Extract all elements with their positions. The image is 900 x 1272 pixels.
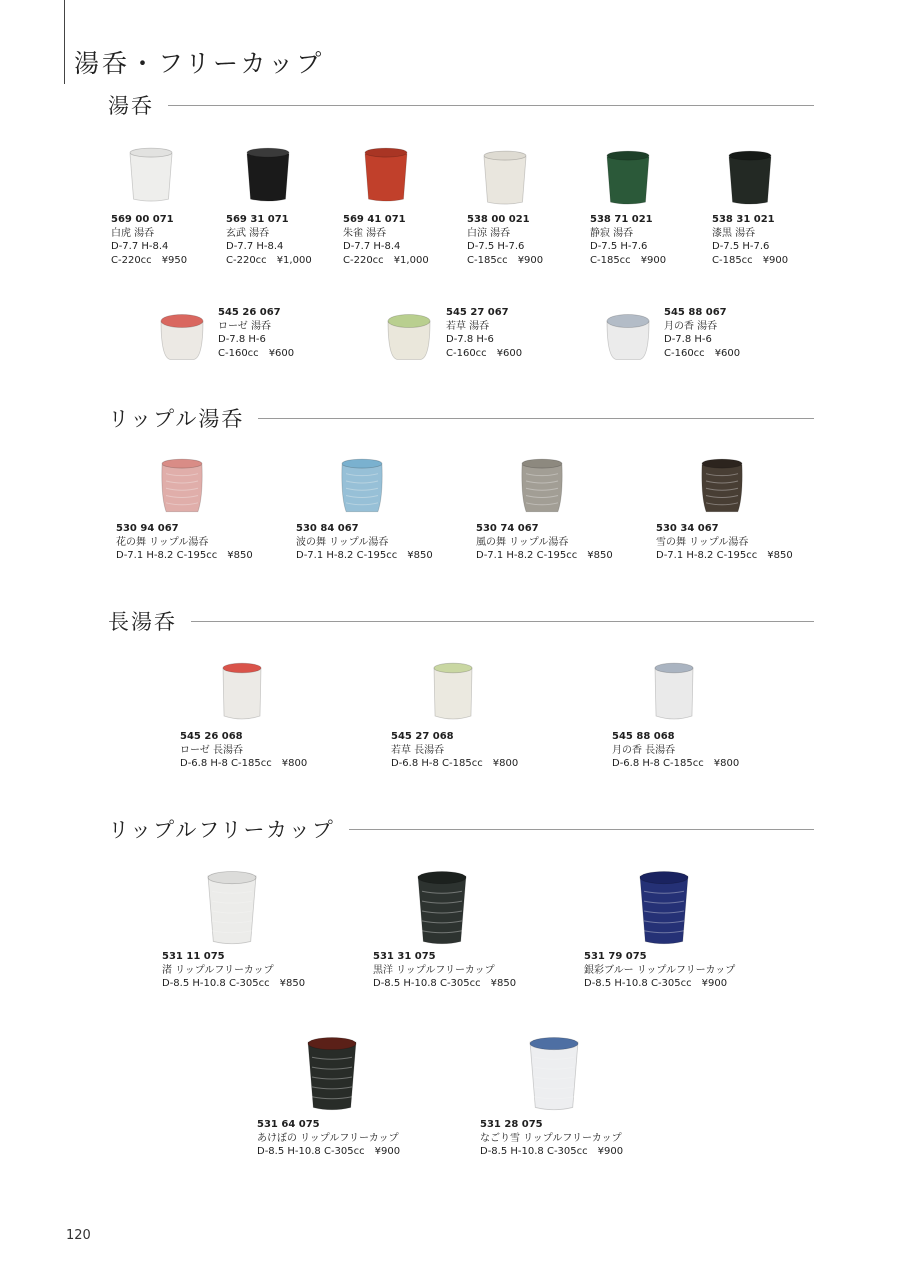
- product-capacity: C-185cc: [590, 254, 631, 266]
- product-capacity: C-220cc: [111, 254, 152, 266]
- product-spec-price-line: [480, 1145, 623, 1159]
- product-code: 569 41 071: [343, 214, 406, 225]
- product-price: ¥850: [587, 550, 613, 562]
- page-title: 湯呑・フリーカップ: [74, 49, 325, 78]
- product-info: [257, 1118, 400, 1159]
- product-info: [226, 213, 312, 267]
- product-spec: D-7.1 H-8.2 C-195cc: [656, 550, 758, 562]
- product-spec: D-6.8 H-8 C-185cc: [391, 758, 483, 770]
- product-name: 若草 湯呑: [446, 320, 490, 332]
- product-capacity: C-160cc: [446, 347, 487, 359]
- product-info: [590, 213, 666, 267]
- product-capacity-price-line: [467, 254, 543, 268]
- section-heading-long-yunomi: [108, 606, 814, 636]
- product-code: 530 94 067: [116, 523, 179, 534]
- product-size: D-7.5 H-7.6: [712, 241, 770, 253]
- product-info: [712, 213, 788, 267]
- bowl-cup-icon: [605, 311, 651, 361]
- free-cup-icon: [306, 1036, 358, 1112]
- cup-icon: [363, 147, 409, 203]
- product-name: 月の香 湯呑: [664, 320, 718, 332]
- product-code: 538 71 021: [590, 214, 653, 225]
- product-capacity: C-185cc: [712, 254, 753, 266]
- product-spec: D-8.5 H-10.8 C-305cc: [373, 978, 481, 990]
- free-cup-icon: [528, 1036, 580, 1112]
- ripple-cup-icon: [160, 458, 204, 514]
- product-capacity-price-line: [712, 254, 788, 268]
- section-title: リップルフリーカップ: [108, 818, 335, 842]
- bowl-cup-icon: [386, 311, 432, 361]
- ripple-cup-icon: [700, 458, 744, 514]
- product-size: D-7.7 H-8.4: [343, 241, 401, 253]
- product-code: 538 31 021: [712, 214, 775, 225]
- product-code: 531 11 075: [162, 951, 225, 962]
- product-size: D-7.8 H-6: [446, 334, 494, 346]
- product-name: ローゼ 長湯呑: [180, 744, 243, 756]
- product-info: [446, 306, 522, 360]
- product-code: 545 88 067: [664, 307, 727, 318]
- section-divider: [258, 418, 814, 419]
- product-capacity: C-160cc: [218, 347, 259, 359]
- cup-icon: [128, 147, 174, 203]
- product-price: ¥800: [713, 758, 740, 770]
- product-info: [180, 730, 307, 771]
- product-info: [476, 522, 613, 563]
- product-spec-price-line: [257, 1145, 400, 1159]
- product-info: [373, 950, 516, 991]
- product-name: あけぼの リップルフリーカップ: [257, 1132, 399, 1144]
- product-spec: D-6.8 H-8 C-185cc: [612, 758, 704, 770]
- product-size: D-7.5 H-7.6: [467, 241, 525, 253]
- bowl-cup-icon: [159, 311, 205, 361]
- product-price: ¥600: [496, 347, 523, 359]
- product-spec: D-7.1 H-8.2 C-195cc: [476, 550, 578, 562]
- product-name: 風の舞 リップル湯呑: [476, 536, 569, 548]
- product-code: 569 31 071: [226, 214, 289, 225]
- cup-icon: [245, 147, 291, 203]
- section-heading-yunomi: [108, 90, 814, 120]
- section-divider: [349, 829, 814, 830]
- product-name: なごり雪 リップルフリーカップ: [480, 1132, 622, 1144]
- product-info: [391, 730, 518, 771]
- product-capacity-price-line: [218, 347, 294, 361]
- product-capacity-price-line: [590, 254, 666, 268]
- product-price: ¥900: [374, 1146, 401, 1158]
- product-name: 玄武 湯呑: [226, 227, 270, 239]
- product-price: ¥850: [767, 550, 793, 562]
- product-info: [111, 213, 187, 267]
- product-spec: D-7.1 H-8.2 C-195cc: [116, 550, 218, 562]
- product-price: ¥1,000: [393, 254, 429, 266]
- product-price: ¥900: [597, 1146, 624, 1158]
- section-title: 湯呑: [108, 94, 154, 118]
- product-info: [584, 950, 735, 991]
- product-spec-price-line: [180, 757, 307, 771]
- product-name: 白涼 湯呑: [467, 227, 511, 239]
- product-code: 569 00 071: [111, 214, 174, 225]
- product-code: 545 26 067: [218, 307, 281, 318]
- product-spec-price-line: [373, 977, 516, 991]
- product-code: 545 26 068: [180, 731, 243, 742]
- section-title: リップル湯呑: [108, 407, 245, 431]
- product-capacity: C-220cc: [226, 254, 267, 266]
- product-info: [664, 306, 740, 360]
- product-capacity: C-185cc: [467, 254, 508, 266]
- section-heading-ripple-yunomi: [108, 403, 814, 433]
- product-spec: D-8.5 H-10.8 C-305cc: [162, 978, 270, 990]
- product-price: ¥600: [268, 347, 295, 359]
- cup-icon: [605, 150, 651, 206]
- product-code: 545 88 068: [612, 731, 675, 742]
- ripple-cup-icon: [340, 458, 384, 514]
- product-info: [467, 213, 543, 267]
- product-capacity: C-160cc: [664, 347, 705, 359]
- section-heading-ripple-freecup: [108, 814, 814, 844]
- product-spec: D-8.5 H-10.8 C-305cc: [584, 978, 692, 990]
- product-price: ¥900: [762, 254, 789, 266]
- product-info: [296, 522, 433, 563]
- product-spec-price-line: [476, 549, 613, 563]
- product-name: 若草 長湯呑: [391, 744, 445, 756]
- product-price: ¥600: [714, 347, 741, 359]
- product-code: 530 74 067: [476, 523, 539, 534]
- product-name: 波の舞 リップル湯呑: [296, 536, 389, 548]
- product-code: 531 31 075: [373, 951, 436, 962]
- product-size: D-7.7 H-8.4: [111, 241, 169, 253]
- product-spec-price-line: [612, 757, 739, 771]
- product-size: D-7.5 H-7.6: [590, 241, 648, 253]
- product-capacity-price-line: [111, 254, 187, 268]
- tall-cup-icon: [221, 662, 263, 722]
- free-cup-icon: [206, 870, 258, 946]
- tall-cup-icon: [653, 662, 695, 722]
- product-code: 531 28 075: [480, 1119, 543, 1130]
- product-code: 538 00 021: [467, 214, 530, 225]
- product-name: 白虎 湯呑: [111, 227, 155, 239]
- product-price: ¥850: [279, 978, 306, 990]
- product-name: 月の香 長湯呑: [612, 744, 676, 756]
- product-name: 銀彩ブルー リップルフリーカップ: [584, 964, 736, 976]
- product-capacity-price-line: [226, 254, 312, 268]
- product-size: D-7.8 H-6: [664, 334, 712, 346]
- product-price: ¥900: [640, 254, 667, 266]
- product-spec: D-7.1 H-8.2 C-195cc: [296, 550, 398, 562]
- product-name: 黒洋 リップルフリーカップ: [373, 964, 495, 976]
- product-name: 花の舞 リップル湯呑: [116, 536, 209, 548]
- cup-icon: [482, 150, 528, 206]
- product-name: 雪の舞 リップル湯呑: [656, 536, 749, 548]
- tall-cup-icon: [432, 662, 474, 722]
- product-code: 530 34 067: [656, 523, 719, 534]
- product-spec: D-8.5 H-10.8 C-305cc: [480, 1146, 588, 1158]
- product-price: ¥850: [227, 550, 253, 562]
- ripple-cup-icon: [520, 458, 564, 514]
- product-price: ¥800: [281, 758, 308, 770]
- page-number: 120: [66, 1228, 91, 1243]
- product-spec: D-6.8 H-8 C-185cc: [180, 758, 272, 770]
- product-code: 531 79 075: [584, 951, 647, 962]
- product-capacity: C-220cc: [343, 254, 384, 266]
- product-price: ¥850: [407, 550, 433, 562]
- product-name: 渚 リップルフリーカップ: [162, 964, 274, 976]
- product-info: [612, 730, 739, 771]
- cup-icon: [727, 150, 773, 206]
- product-name: ローゼ 湯呑: [218, 320, 271, 332]
- page-title-rule: [64, 0, 65, 84]
- product-price: ¥950: [161, 254, 188, 266]
- product-info: [218, 306, 294, 360]
- product-info: [480, 1118, 623, 1159]
- product-info: [116, 522, 253, 563]
- product-spec: D-8.5 H-10.8 C-305cc: [257, 1146, 365, 1158]
- product-price: ¥800: [492, 758, 519, 770]
- product-name: 静寂 湯呑: [590, 227, 634, 239]
- free-cup-icon: [638, 870, 690, 946]
- product-spec-price-line: [656, 549, 793, 563]
- product-spec-price-line: [391, 757, 518, 771]
- product-code: 545 27 068: [391, 731, 454, 742]
- product-code: 530 84 067: [296, 523, 359, 534]
- product-price: ¥900: [517, 254, 544, 266]
- section-divider: [168, 105, 814, 106]
- product-spec-price-line: [296, 549, 433, 563]
- product-size: D-7.7 H-8.4: [226, 241, 284, 253]
- product-price: ¥900: [701, 978, 728, 990]
- product-name: 朱雀 湯呑: [343, 227, 387, 239]
- product-spec-price-line: [162, 977, 305, 991]
- section-divider: [191, 621, 814, 622]
- product-info: [162, 950, 305, 991]
- section-title: 長湯呑: [108, 610, 177, 634]
- product-price: ¥1,000: [276, 254, 312, 266]
- product-name: 漆黒 湯呑: [712, 227, 756, 239]
- product-spec-price-line: [116, 549, 253, 563]
- product-spec-price-line: [584, 977, 735, 991]
- product-code: 531 64 075: [257, 1119, 320, 1130]
- product-capacity-price-line: [343, 254, 429, 268]
- product-capacity-price-line: [664, 347, 740, 361]
- free-cup-icon: [416, 870, 468, 946]
- product-price: ¥850: [490, 978, 517, 990]
- product-size: D-7.8 H-6: [218, 334, 266, 346]
- product-capacity-price-line: [446, 347, 522, 361]
- product-code: 545 27 067: [446, 307, 509, 318]
- product-info: [656, 522, 793, 563]
- product-info: [343, 213, 429, 267]
